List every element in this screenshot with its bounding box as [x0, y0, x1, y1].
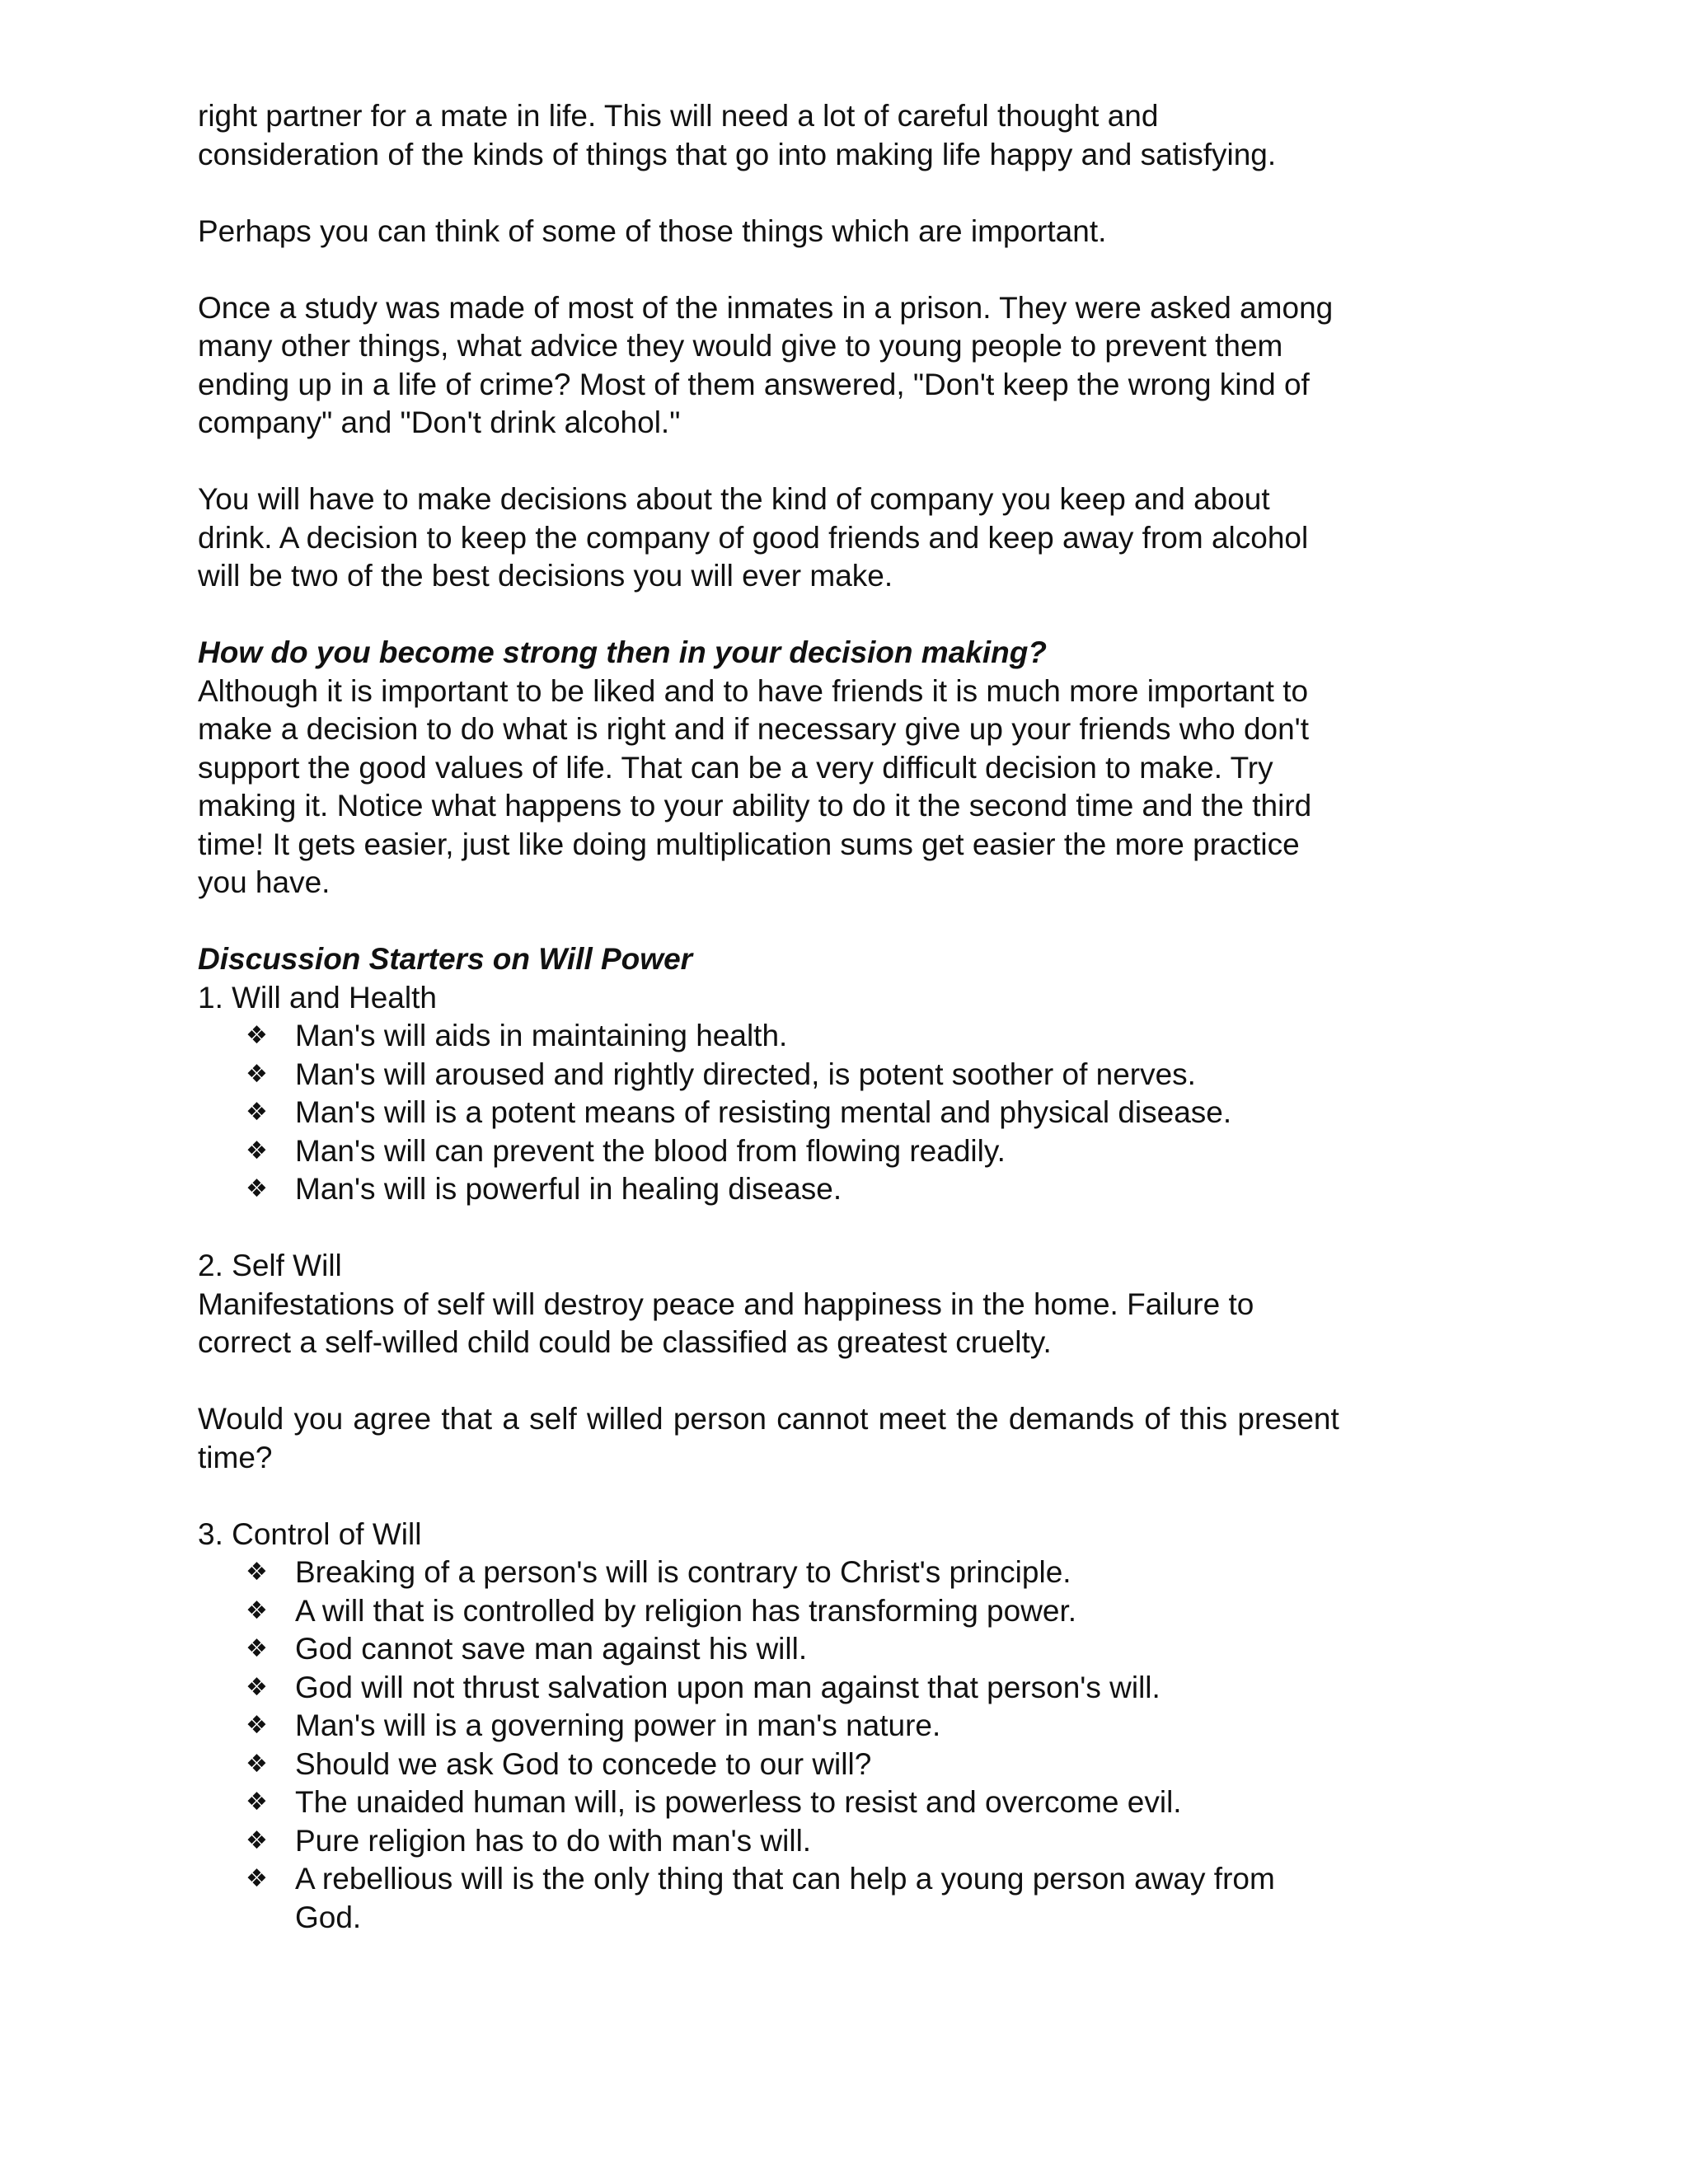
- list-item: [198, 1630, 1451, 1669]
- list-item-text: Man's will can prevent the blood from flowing readily.: [295, 1133, 1006, 1168]
- text-line: you have.: [198, 865, 331, 899]
- four-diamond-bullet-icon: ❖: [246, 1174, 268, 1203]
- text-line: will be two of the best decisions you will ever make.: [198, 559, 893, 593]
- text-line: making it. Notice what happens to your ability to do it the second time and the third: [198, 789, 1312, 823]
- will-and-health-list: [198, 1017, 1451, 1209]
- list-item: [198, 1746, 1451, 1784]
- paragraph-decision-making: [198, 673, 1451, 902]
- four-diamond-bullet-icon: ❖: [246, 1558, 268, 1586]
- list-item: [198, 1860, 1451, 1937]
- text-line: support the good values of life. That can be a very difficult decision to make. Try: [198, 750, 1273, 785]
- list-item: [198, 1669, 1451, 1708]
- four-diamond-bullet-icon: ❖: [246, 1098, 268, 1127]
- list-item: [198, 1554, 1451, 1592]
- spacer: [198, 1209, 1451, 1248]
- item-self-will-title: 2. Self Will: [198, 1249, 342, 1282]
- paragraph-self-willed-question: [198, 1400, 1451, 1477]
- text-line: Once a study was made of most of the inmates in a prison. They were asked among: [198, 290, 1334, 325]
- four-diamond-bullet-icon: ❖: [246, 1864, 268, 1893]
- list-item-text: Should we ask God to concede to our will?: [295, 1746, 872, 1781]
- text-line: time?: [198, 1440, 273, 1474]
- text-line: Manifestations of self will destroy peace and happiness in the home. Failure to: [198, 1286, 1254, 1321]
- four-diamond-bullet-icon: ❖: [246, 1596, 268, 1625]
- list-item-text: God cannot save man against his will.: [295, 1632, 808, 1666]
- four-diamond-bullet-icon: ❖: [246, 1788, 268, 1816]
- list-item: [198, 1707, 1451, 1746]
- text-line: You will have to make decisions about the kind of company you keep and about: [198, 482, 1270, 516]
- list-item-text: Breaking of a person's will is contrary to Christ's principle.: [295, 1555, 1071, 1589]
- text-line: company" and "Don't drink alcohol.": [198, 405, 681, 439]
- list-item-text: God will not thrust salvation upon man against that person's will.: [295, 1670, 1160, 1704]
- list-item-text: Man's will is a potent means of resisting mental and physical disease.: [295, 1095, 1232, 1129]
- list-item: [198, 1170, 1451, 1209]
- heading-discussion-starters: Discussion Starters on Will Power: [198, 942, 693, 976]
- text-line: drink. A decision to keep the company of good friends and keep away from alcohol: [198, 520, 1309, 555]
- four-diamond-bullet-icon: ❖: [246, 1825, 268, 1855]
- paragraph-decisions: [198, 480, 1451, 596]
- four-diamond-bullet-icon: ❖: [246, 1136, 268, 1165]
- paragraph-prison-study: [198, 289, 1451, 443]
- list-item-text-continued: God.: [295, 1900, 362, 1934]
- list-item-text: Man's will is a governing power in man's nature.: [295, 1708, 941, 1742]
- four-diamond-bullet-icon: ❖: [246, 1059, 268, 1089]
- text-line: time! It gets easier, just like doing multiplication sums get easier the more practice: [198, 827, 1300, 861]
- four-diamond-bullet-icon: ❖: [246, 1021, 268, 1050]
- document-page: [198, 97, 1451, 1937]
- list-item-text: A will that is controlled by religion has transforming power.: [295, 1593, 1077, 1628]
- list-item: [198, 1822, 1451, 1861]
- heading-decision-making: How do you become strong then in your decision making?: [198, 635, 1047, 669]
- paragraph-mate: [198, 97, 1451, 174]
- text-line: correct a self-willed child could be classified as greatest cruelty.: [198, 1325, 1052, 1359]
- text-line: ending up in a life of crime? Most of them answered, "Don't keep the wrong kind of: [198, 367, 1310, 401]
- text-line: right partner for a mate in life. This will need a lot of careful thought and: [198, 99, 1159, 133]
- list-item-text: Man's will aids in maintaining health.: [295, 1019, 788, 1052]
- control-of-will-list: [198, 1554, 1451, 1937]
- paragraph-self-will: [198, 1286, 1451, 1362]
- list-item: [198, 1056, 1451, 1094]
- list-item: [198, 1783, 1451, 1822]
- four-diamond-bullet-icon: ❖: [246, 1749, 268, 1779]
- list-item-text: A rebellious will is the only thing that can help a young person away from: [295, 1862, 1275, 1896]
- four-diamond-bullet-icon: ❖: [246, 1711, 268, 1740]
- list-item: [198, 1017, 1451, 1056]
- paragraph-think: [198, 213, 1451, 251]
- four-diamond-bullet-icon: ❖: [246, 1672, 268, 1702]
- text-line: Would you agree that a self willed person cannot meet the demands of this present: [198, 1402, 1339, 1436]
- list-item: [198, 1592, 1451, 1631]
- list-item-text: The unaided human will, is powerless to resist and overcome evil.: [295, 1785, 1182, 1819]
- list-item: [198, 1094, 1451, 1132]
- text-line: Although it is important to be liked and to have friends it is much more important to: [198, 673, 1309, 708]
- item-control-of-will-title: 3. Control of Will: [198, 1516, 422, 1551]
- list-item-text: Man's will aroused and rightly directed, is potent soother of nerves.: [295, 1057, 1196, 1091]
- list-item-text: Pure religion has to do with man's will.: [295, 1823, 812, 1858]
- text-line: Perhaps you can think of some of those things which are important.: [198, 213, 1107, 248]
- text-line: make a decision to do what is right and if necessary give up your friends who don't: [198, 712, 1310, 746]
- text-line: consideration of the kinds of things that go into making life happy and satisfying.: [198, 137, 1277, 171]
- list-item-text: Man's will is powerful in healing disease.: [295, 1172, 842, 1206]
- list-item: [198, 1132, 1451, 1171]
- text-line: many other things, what advice they would give to young people to prevent them: [198, 329, 1283, 363]
- four-diamond-bullet-icon: ❖: [246, 1634, 268, 1663]
- item-will-and-health-title: 1. Will and Health: [198, 980, 437, 1015]
